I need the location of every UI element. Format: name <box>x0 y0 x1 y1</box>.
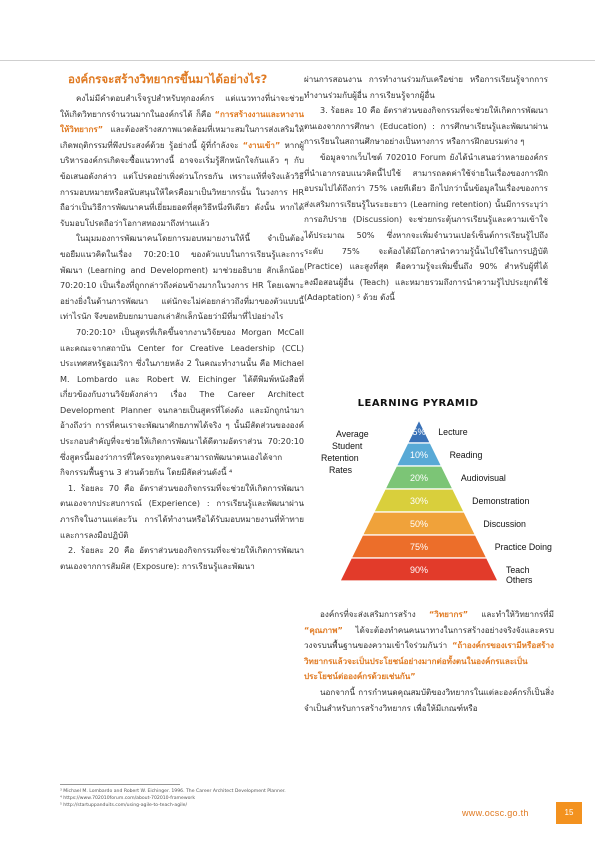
pyramid-percent: 10% <box>409 450 429 460</box>
paragraph-1 <box>60 91 304 231</box>
text-run: หากผู้บริหารองค์กรเกิดจะซื้อแนวทางนี้ อาจจะเริ่มรู้สึกหนักใจกันแล้ว ๆ กับข้อเสนอดังกล่าว แต่โปรดอย่าเพิ่งด่วนโกรธกัน เพราะแท้ที่จริงแล้ววิธีการมอบหมายหรือสนับสนุนให้ใครคือมาเป็นวิทยากรนั้น ในวงการ HR ถือว่าเป็นวิธีการพัฒนาคนที่เยี่ยมยอดที่สุดวิธีหนึ่งทีเดียว ดังนั้น หากได้รับมอบโปรดถือว่าโอกาสทองมาถึงท่านแล้ว <box>60 139 304 228</box>
pyramid-percent: 90% <box>409 565 429 575</box>
pyramid-level-label: Audiovisual <box>460 472 506 483</box>
pyramid-level-label: Demonstration <box>472 495 530 506</box>
footnote-4: ⁴ https://www.702010forum.com/about-702010-framework <box>60 796 195 801</box>
learning-pyramid-figure <box>318 398 558 584</box>
pyramid-title: LEARNING PYRAMID <box>357 398 479 409</box>
highlight-quote: “ถ้าองค์กรของเรามีหรือสร้างวิทยากรแล้วจะเป็นประโยชน์อย่างมากต่อทั้งตนในองค์กรและเป็นประโยชน์ต่อองค์กรด้วยเช่นกัน” <box>304 640 554 682</box>
side-label: Average <box>336 429 369 439</box>
pyramid-level-label: Reading <box>449 449 483 460</box>
pyramid-level-label: Lecture <box>438 426 468 437</box>
highlight-text: “การสร้างงานและหางานให้วิทยากร” <box>60 108 304 135</box>
pyramid-percent: 30% <box>409 496 429 506</box>
footnote-divider <box>60 784 180 785</box>
side-label: Student <box>332 441 363 451</box>
paragraph-2: ในมุมมองการพัฒนาคนโดยการมอบหมายงานให้นี้ จำเป็นต้องขอยืมแนวคิดในเรื่อง 70:20:10 ของตัวแบบในการเรียนรู้และการพัฒนา (Learning and Development) มาช่วยอธิบาย สักเล็กน้อย 70:20:10 เป็นเรื่องที่ถูกกล่าวถึงค่อนข้างมากในวงการ HR โดยเฉพาะอย่างยิ่งในด้านการพัฒนา แต่นักจะไม่ค่อยกล่าวถึงที่มาของตัวแบบนี้เท่าไรนัก จึงขอหยิบยกมาบอกเล่าสักเล็กน้อยว่ามีที่มาที่ไปอย่างไร <box>60 233 304 322</box>
paragraph-4: 1. ร้อยละ 70 คือ อัตราส่วนของกิจกรรมที่จะช่วยให้เกิดการพัฒนาตนเองจากประสบการณ์ (Experience) : การเรียนรู้และพัฒนาผ่านภารกิจในงานแต่ละวัน การได้ทำงานหรือได้รับมอบหมายงานที่ท้าทาย และการลงมือปฏิบัติ <box>60 482 304 540</box>
text-run: องค์กรที่จะส่งเสริมการสร้าง <box>320 609 429 619</box>
right-column-upper <box>304 72 548 306</box>
side-label: Rates <box>329 465 352 475</box>
pyramid-percent: 5% <box>412 427 426 437</box>
pyramid-level-label: Teach Others <box>506 564 533 585</box>
footnote-3: ³ Michael M. Lombardo and Robert W. Eichinger. 1996. The Career Architect Development Planner. <box>60 789 286 794</box>
top-divider <box>0 60 595 61</box>
highlight-text: “งานเข้า” <box>242 139 281 150</box>
section-heading: องค์กรจะสร้างวิทยากรขึ้นมาได้อย่างไร? <box>68 72 268 86</box>
pyramid-percent: 20% <box>409 473 429 483</box>
footnotes <box>60 788 460 809</box>
paragraph-5: 2. ร้อยละ 20 คือ อัตราส่วนของกิจกรรมที่จะช่วยให้เกิดการพัฒนาตนเองจากการสัมผัส (Exposure): การเรียนรู้และพัฒนา <box>60 545 304 571</box>
highlight-text: “วิทยากร” <box>428 609 469 619</box>
text-run: และทำให้วิทยากรที่มี <box>468 609 554 619</box>
paragraph-6: ผ่านการสอนงาน การทำงานร่วมกับเครือข่าย หรือการเรียนรู้จากการทำงานร่วมกับผู้อื่น การเรียนรู้จากผู้อื่น <box>304 74 548 100</box>
paragraph-9 <box>304 607 554 685</box>
footnote-5: ⁵ http://startuppanduits.com/using-agile-to-teach-agile/ <box>60 803 188 808</box>
page-number: 15 <box>556 802 582 824</box>
highlight-text: “คุณภาพ” <box>304 624 343 635</box>
paragraph-8: ข้อมูลจากเว็บไซต์ 702010 Forum ยังได้นำเสนอว่าหลายองค์กรที่นำเอากรอบแนวคิดนี้ไปใช้ สามารถลดค่าใช้จ่ายในเรื่องของการฝึกอบรมไปได้ถึงกว่า 75% เลยทีเดียว อีกไปกว่านั้นข้อมูลในเรื่องของการส่งเสริมการเรียนรู้ในระยะยาว (Learning retention) นั้นมีการระบุว่า การอภิปราย (Discussion) จะช่วยกระตุ้นการเรียนรู้และความเข้าใจได้ประมาณ 50% ซึ่งหากจะเพิ่มจำนวนเปอร์เซ็นต์การเรียนรู้ไปถึงระดับ 75% จะต้องได้มีโอกาสนำความรู้นั้นไปใช้ในการปฏิบัติ (Practice) และสูงที่สุด คือความรู้จะเพิ่มขึ้นถึง 90% สำหรับผู้ที่ได้ลงมือสอนผู้อื่น (Teach) และหมายรวมถึงการนำความรู้ไปประยุกต์ใช้ (Adaptation) ⁵ ด้วย ดังนี้ <box>304 151 548 303</box>
side-label: Retention <box>321 453 359 463</box>
left-column <box>60 72 304 574</box>
text-run: คงไม่มีคำตอบสำเร็จรูปสำหรับทุกองค์กร แต่แนวทางที่น่าจะช่วยให้เกิดวิทยากรจำนวนมากในองค์กรได้ ก็คือ <box>60 93 304 119</box>
paragraph-7: 3. ร้อยละ 10 คือ อัตราส่วนของกิจกรรมที่จะช่วยให้เกิดการพัฒนาตนเองจากการศึกษา (Education) : การศึกษาเรียนรู้และพัฒนาผ่านการเรียนในสถานศึกษาอย่างเป็นทางการ หรือการฝึกอบรมต่าง ๆ <box>304 105 548 147</box>
paragraph-3: 70:20:10³ เป็นสูตรที่เกิดขึ้นจากงานวิจัยของ Morgan McCall และคณะจากสถาบัน Center for Creative Leadership (CCL) ประเทศสหรัฐอเมริกา ซึ่งในภายหลัง 2 ในคณะทำงานนั้น คือ Michael M. Lombardo และ Robert W. Eichinger ได้ตีพิมพ์หนังสือที่เกี่ยวข้องกับงานวิจัยดังกล่าว เรื่อง The Career Architect Development Planner จนกลายเป็นสูตรที่โด่งดัง และมักถูกนำมาอ้างถึงว่า การที่คนเราจะพัฒนาศักยภาพได้จริง ๆ นั้นมีสัดส่วนขององค์ประกอบสำคัญที่จะช่วยให้เกิดการพัฒนาได้ดีตามอัตราส่วน 70:20:10 ซึ่งสูตรนี้มองว่าการที่ใครจะทุกคนจะสามารถพัฒนาตนเองได้จากกิจกรรมพื้นฐาน 3 ส่วนด้วยกัน โดยมีสัดส่วนดังนี้ ⁴ <box>60 326 304 478</box>
right-column-lower <box>304 607 554 716</box>
pyramid-level-label: Discussion <box>483 518 526 529</box>
text-run: และต้องสร้างสภาพแวดล้อมที่เหมาะสมในการส่งเสริมให้เกิดพฤติกรรมที่พึงประสงค์ด้วย รู้อย่างนี้ ผู้ที่กำลังจะ <box>60 124 304 150</box>
pyramid-level-label: Practice Doing <box>494 541 552 552</box>
text-run: ได้จะต้องทำคนคนนาทางในการสร้างอย่างจริงจังและครบวงจรบนพื้นฐานของความเข้าใจร่วมกันว่า <box>304 624 554 651</box>
website-url: www.ocsc.go.th <box>462 808 529 818</box>
pyramid-percent: 75% <box>409 542 429 552</box>
pyramid-percent: 50% <box>409 519 429 529</box>
paragraph-10: นอกจากนี้ การกำหนดคุณสมบัติของวิทยากรในแต่ละองค์กรก็เป็นสิ่งจำเป็นสำหรับการสร้างวิทยากร เพื่อให้มีเกณฑ์หรือ <box>304 686 554 713</box>
